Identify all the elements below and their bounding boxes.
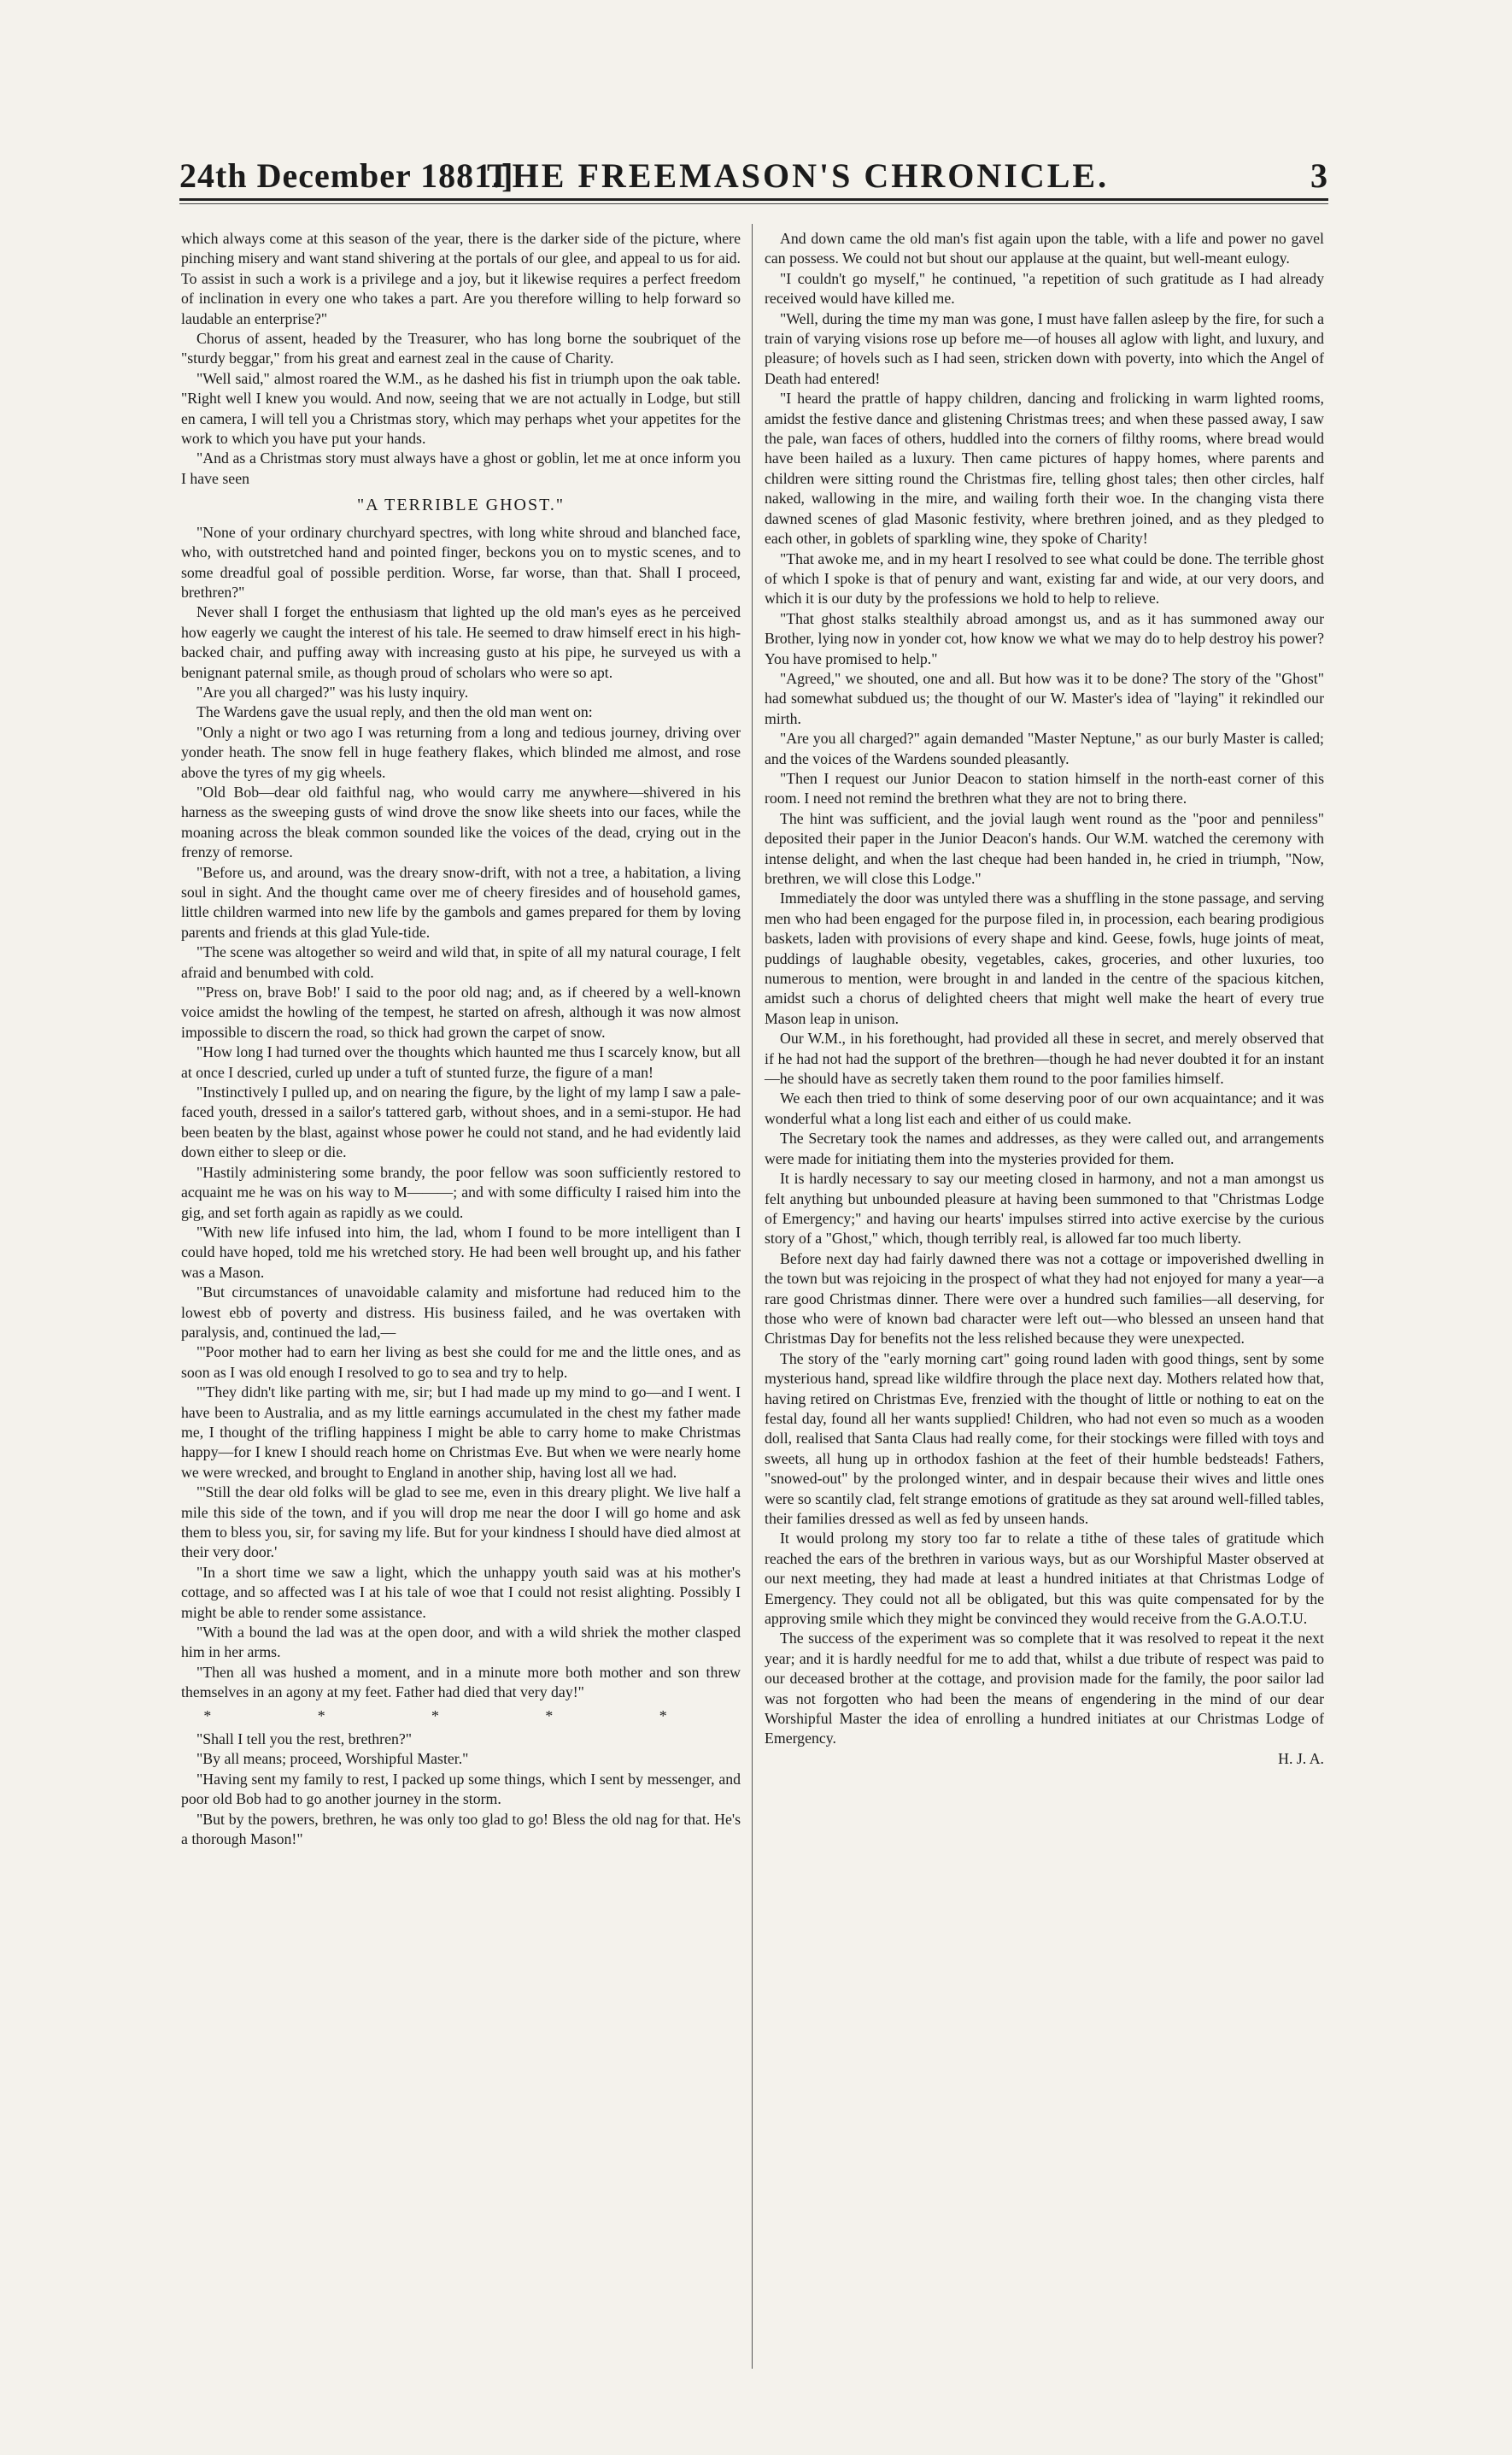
paragraph: "'Poor mother had to earn her living as best she could for me and the little ones, and as soon as I was old enough I resolved to go to sea and try to help. [181,1343,741,1381]
paragraph: We each then tried to think of some deserving poor of our own acquaintance; and it was wonderful what a long list each and either of us could make. [765,1089,1324,1127]
paragraph: "Are you all charged?" was his lusty inquiry. [196,683,469,701]
paragraph: "'Still the dear old folks will be glad to see me, even in this dreary plight. We live half a mile this side of the town, and if you will drop me near the door I will go home and ask them to bless you, sir, for saving my life. But for your kindness I should have died almost at their very door.' [181,1483,741,1561]
paragraph: "None of your ordinary churchyard spectres, with long white shroud and blanched face, who, with outstretched hand and pointed finger, beckons you on to mystic scenes, and to some dreadful goal of possible perdition. Worse, far worse, than that. Shall I proceed, brethren?" [181,523,741,601]
paragraph: "Well said," almost roared the W.M., as he dashed his fist in triumph upon the oak table. "Right well I knew you would. And now, seeing that we are not actually in Lodge, but still en camera, I will tell you a Christmas story, which may perhaps whet your appetites for the work to which you have put your hands. [181,369,741,448]
section-break-stars: * * * * * [203,1706,718,1724]
paragraph: Immediately the door was untyled there was a shuffling in the stone passage, and serving men who had been engaged for the purpose filed in, in procession, each bearing prodigious baskets, laden with provisions of every shape and kind. Geese, fowls, huge joints of meat, puddings of laughable obesity, vegetables, cakes, groceries, and other luxuries, too numerous to mention, were brought in and landed in the centre of the spacious kitchen, amidst such a chorus of delighted cheers that might well make the heart of every true Mason leap in unison. [765,890,1324,1027]
paragraph: It would prolong my story too far to relate a tithe of these tales of gratitude which reached the ears of the brethren in various ways, but as our Worshipful Master observed at our next meeting, they had made at least a hundred initiates at that Christmas Lodge of Emergency. They could not all be obligated, but this was quite compensated for by the approving smile which they might be convinced they would receive from the G.A.O.T.U. [765,1530,1324,1628]
header-rule [179,198,1328,201]
paragraph: "'Press on, brave Bob!' I said to the poor old nag; and, as if cheered by a well-known voice amidst the howling of the tempest, he started on afresh, although it was now almost impossible to discern the road, so thick had grown the carpet of snow. [181,984,741,1041]
paragraph: Before next day had fairly dawned there was not a cottage or impoverished dwelling in the town but was rejoicing in the prospect of what they had not enjoyed for many a year—a rare good Christmas dinner. There were over a hundred such families—all deserving, for those who were of known bad character were left out—who blessed an unseen hand that Christmas Day for benefits not the less relished because they were unexpected. [765,1249,1324,1348]
paragraph: "Then all was hushed a moment, and in a minute more both mother and son threw themselves in an agony at my feet. Father had died that very day!" [181,1663,741,1701]
author-signature: H. J. A. [1278,1749,1324,1767]
paragraph: The Secretary took the names and addresses, as they were called out, and arrangements were made for initiating them into the mysteries provided for them. [765,1130,1324,1167]
right-column [765,229,1324,1769]
paragraph: "Hastily administering some brandy, the poor fellow was soon sufficiently restored to acquaint me he was on his way to M———; and with some difficulty I raised him into the gig, and set forth again as rapidly as we could. [181,1163,741,1221]
paragraph: "But circumstances of unavoidable calamity and misfortune had reduced him to the lowest ebb of poverty and distress. His business failed, and he was overtaken with paralysis, and, continued the lad,— [181,1283,741,1341]
paragraph: Chorus of assent, headed by the Treasurer, who has long borne the soubriquet of the "sturdy beggar," from his great and earnest zeal in the cause of Charity. [181,330,741,367]
paragraph: "I couldn't go myself," he continued, "a repetition of such gratitude as I had already received would have killed me. [765,269,1324,308]
paragraph: "But by the powers, brethren, he was only too glad to go! Bless the old nag for that. He's a thorough Mason!" [181,1810,741,1848]
paragraph: "Having sent my family to rest, I packed up some things, which I sent by messenger, and poor old Bob had to go another journey in the storm. [181,1770,741,1808]
paragraph: "Before us, and around, was the dreary snow-drift, with not a tree, a habitation, a living soul in sight. And the thought came over me of cheery firesides and of household games, little children warmed into new life by the gambols and games prepared for them by loving parents and friends at this glad Yule-tide. [181,863,741,941]
paragraph: It is hardly necessary to say our meeting closed in harmony, and not a man amongst us felt anything but unbounded pleasure at having been summoned to that "Christmas Lodge of Emergency;" and having our hearts' impulses stirred into active exercise by the curious story of a "Ghost," which, though terribly real, is allowed far too much liberty. [765,1170,1324,1248]
paragraph: Our W.M., in his forethought, had provided all these in secret, and merely observed that if he had not had the support of the brethren—though he had never doubted it for an instant—he should have as secretly taken them round to the poor families himself. [765,1030,1324,1088]
masthead [179,156,1328,198]
paragraph: "I heard the prattle of happy children, dancing and frolicking in warm lighted rooms, amidst the festive dance and glistening Christmas trees; and when these passed away, I saw the pale, wan faces of others, huddled into the corners of filthy rooms, where bread would have been hailed as a luxury. Then came pictures of happy homes, where parents and children were sitting round the Christmas fire, telling ghost tales; then other circles, half naked, wallowing in the mire, and wailing forth their woe. In the changing vista there dawned scenes of glad Masonic festivity, where brethren joined, and as they pledged to each other, in goblets of sparkling wine, they spoke of Charity! [765,390,1324,548]
paragraph: "Old Bob—dear old faithful nag, who would carry me anywhere—shivered in his harness as the sweeping gusts of wind drove the snow like sheets into our faces, while the moaning across the bleak common sounded like the voices of the dead, crying out in the frenzy of remorse. [181,783,741,861]
paragraph: "That awoke me, and in my heart I resolved to see what could be done. The terrible ghost of which I spoke is that of penury and want, existing far and wide, at our very doors, and which it is our duty by the professions we hold to help to relieve. [765,549,1324,608]
paragraph: The Wardens gave the usual reply, and then the old man went on: [196,703,593,721]
paragraph: "With new life infused into him, the lad, whom I found to be more intelligent than I could have hoped, told me his wretched story. He had been well brought up, and his father was a Mason. [181,1223,741,1281]
paragraph: And down came the old man's fist again upon the table, with a life and power no gavel can possess. We could not but shout our applause at the quaint, but well-meant eulogy. [765,230,1324,267]
paragraph: "Well, during the time my man was gone, I must have fallen asleep by the fire, for such a train of varying visions rose up before me—of houses all aglow with light, and luxury, and pleasure; of hovels such as I had seen, stricken down with poverty, into which the Angel of Death had entered! [765,309,1324,387]
paragraph: "In a short time we saw a light, which the unhappy youth said was at his mother's cottage, and so affected was I at his tale of woe that I could not resist alighting. Possibly I might be able to render some assistance. [181,1563,741,1621]
newspaper-title: THE FREEMASON'S CHRONICLE. [487,156,1110,195]
paragraph: which always come at this season of the year, there is the darker side of the picture, where pinching misery and want stand shivering at the portals of our glee, and appeal to us for aid. To assist in such a work is a privilege and a joy, but it likewise requires a perfect freedom of inclination in every one who takes a part. Are you therefore willing to help forward so laudable an enterprise?" [181,230,741,327]
paragraph: The story of the "early morning cart" going round laden with good things, sent by some mysterious hand, spread like wildfire through the place next day. Mothers related how that, having retired on Christmas Eve, frenzied with the thought of little or nothing to eat on the festal day, found all her wants supplied! Children, who had not even so much as a wooden doll, realised that Santa Claus had really come, for their stockings were filled with toys and sweets, all hung up in orthodox fashion at the feet of their humble bedsteads! Fathers, "snowed-out" by the prolonged winter, and in despair because their wives and little ones were so scantily clad, felt strange emotions of gratitude as they sat around well-filled tables, their families dressed as well as fed by unseen hands. [765,1349,1324,1527]
paragraph: Never shall I forget the enthusiasm that lighted up the old man's eyes as he perceived how eagerly we caught the interest of his tale. He seemed to draw himself erect in his high-backed chair, and puffing away with increasing gusto at his pipe, he surveyed us with a benignant paternal smile, as though proud of scholars who were so apt. [181,603,741,681]
paragraph: "By all means; proceed, Worshipful Master." [196,1750,469,1768]
paragraph: "Only a night or two ago I was returning from a long and tedious journey, driving over yonder heath. The snow fell in huge feathery flakes, which blinded me almost, and rose above the tyres of my gig wheels. [181,723,741,781]
paragraph: "Shall I tell you the rest, brethren?" [196,1730,413,1748]
paragraph: "With a bound the lad was at the open door, and with a wild shriek the mother clasped him in her arms. [181,1624,741,1661]
issue-date: 24th December 1881.] [179,156,514,195]
header-rule-thin [179,203,1328,204]
page-number: 3 [1310,156,1328,195]
paragraph: The success of the experiment was so complete that it was resolved to repeat it the next year; and it is hardly needful for me to add that, whilst a due tribute of respect was paid to our deceased brother at the cottage, and provision made for the family, the poor sailor lad was not forgotten who had been the means of engendering in the mind of our dear Worshipful Master the idea of enrolling a hundred initiates at our Christmas Lodge of Emergency. [765,1630,1324,1747]
paragraph: "Are you all charged?" again demanded "Master Neptune," as our burly Master is called; and the voices of the Wardens sounded pleasantly. [765,730,1324,767]
paragraph: "'They didn't like parting with me, sir; but I had made up my mind to go—and I went. I have been to Australia, and as my little earnings accumulated in the chest my father made me, I thought of the trifling happiness I might be able to carry home to make Christmas happy—for I knew I should reach home on Christmas Eve. But when we were nearly home we were wrecked, and brought to England in another ship, having lost all we had. [181,1383,741,1481]
paragraph: "That ghost stalks stealthily abroad amongst us, and as it has summoned away our Brother, lying now in yonder cot, how know we what we may do to help destroy his power? You have promised to help." [765,609,1324,667]
paragraph: "And as a Christmas story must always have a ghost or goblin, let me at once inform you I have seen [181,449,741,487]
paragraph: "How long I had turned over the thoughts which haunted me thus I scarcely know, but all at once I descried, curled up under a tuft of stunted furze, the figure of a man! [181,1043,741,1081]
left-column [181,229,741,1850]
paragraph: "Agreed," we shouted, one and all. But how was it to be done? The story of the "Ghost" had somewhat subdued us; the thought of our W. Master's idea of "laying" it rekindled our mirth. [765,669,1324,727]
column-divider [752,224,753,2369]
paragraph: The hint was sufficient, and the jovial laugh went round as the "poor and penniless" deposited their paper in the Junior Deacon's hands. Our W.M. watched the ceremony with intense delight, and when the last cheque had been handed in, he cried in triumph, "Now, brethren, we will close this Lodge." [765,809,1324,887]
paragraph: "Then I request our Junior Deacon to station himself in the north-east corner of this room. I need not remind the brethren what they are not to bring there. [765,769,1324,808]
story-heading: "A TERRIBLE GHOST." [356,496,566,515]
paragraph: "The scene was altogether so weird and wild that, in spite of all my natural courage, I felt afraid and benumbed with cold. [181,943,741,981]
paragraph: "Instinctively I pulled up, and on nearing the figure, by the light of my lamp I saw a pale-faced youth, dressed in a sailor's tattered garb, without shoes, and in a semi-stupor. He had been beaten by the blast, against whose power he could not stand, and he had evidently laid down either to sleep or die. [181,1084,741,1161]
